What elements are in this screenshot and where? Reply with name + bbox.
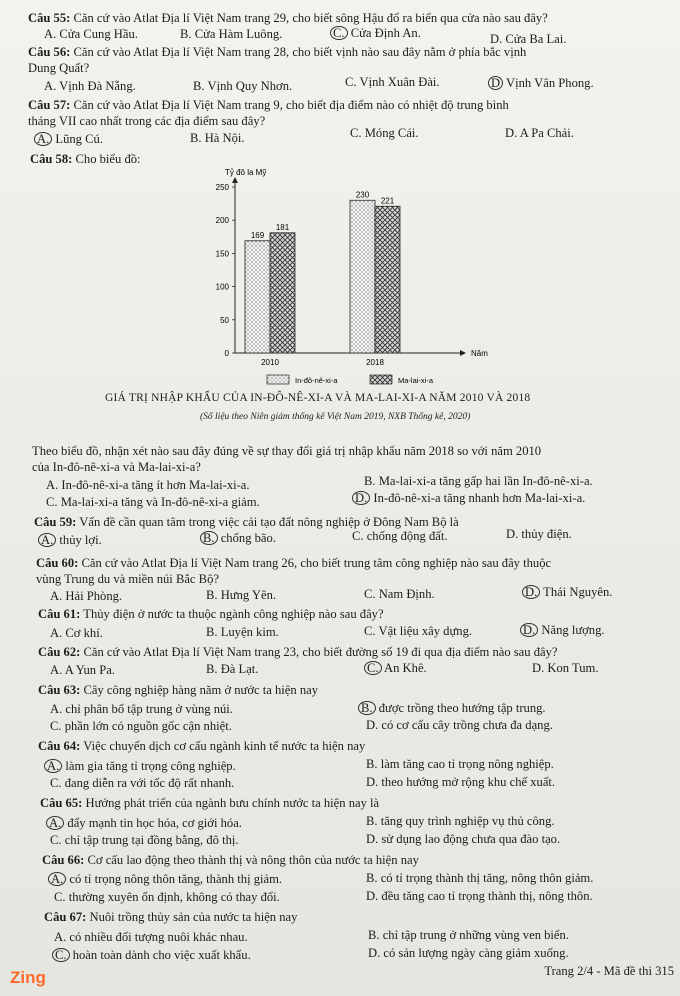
q57-option-a: A. Lũng Cú. [34, 132, 103, 147]
chart-x-tick-label: 2010 [261, 358, 279, 367]
chart-y-axis-label: Tỷ đô la Mỹ [225, 168, 267, 177]
q55-stem: Câu 55: Căn cứ vào Atlat Địa lí Việt Nam trang 29, cho biết sông Hậu đổ ra biển qua cửa nào sau đây? [28, 11, 548, 25]
q62-option-a: A. A Yun Pa. [50, 663, 115, 677]
chart-y-tick-label: 200 [215, 216, 229, 226]
q61-option-b: B. Luyện kim. [206, 625, 279, 639]
q67-stem: Câu 67: Nuôi trồng thủy sản của nước ta hiện nay [44, 910, 298, 924]
zing-logo: Zing [10, 968, 46, 987]
q63-stem: Câu 63: Cây công nghiệp hàng năm ở nước ta hiện nay [38, 683, 319, 697]
q61-stem: Câu 61: Thủy điện ở nước ta thuộc ngành công nghiệp nào sau đây? [38, 607, 384, 621]
q62-stem: Câu 62: Căn cứ vào Atlat Địa lí Việt Nam trang 23, cho biết đường số 19 đi qua địa điểm nào sau đây? [38, 645, 558, 659]
q67-option-b: B. chỉ tập trung ở những vùng ven biển. [368, 928, 569, 942]
chart-legend-label: Ma-lai-xi-a [398, 376, 434, 385]
q56-stem: Câu 56: Căn cứ vào Atlat Địa lí Việt Nam trang 28, cho biết vịnh nào sau đây nằm ở phía bắc vịnh [28, 45, 527, 59]
q61-option-c: C. Vật liệu xây dựng. [364, 624, 473, 638]
q57-option-c: C. Móng Cái. [350, 126, 419, 140]
chart-caption: GIÁ TRỊ NHẬP KHẨU CỦA IN-ĐÔ-NÊ-XI-A VÀ MA-LAI-XI-A NĂM 2010 VÀ 2018 [105, 392, 531, 404]
q58-option-d: D. In-đô-nê-xi-a tăng nhanh hơn Ma-lai-xi-a. [352, 491, 585, 506]
q67-option-d: D. có sản lượng ngày càng giảm xuống. [368, 946, 569, 960]
page-footer: Trang 2/4 - Mã đề thi 315 [544, 964, 674, 978]
q56-option-b: B. Vịnh Quy Nhơn. [193, 79, 293, 93]
q57-option-b: B. Hà Nội. [190, 131, 245, 145]
q64-option-a: A. làm gia tăng tỉ trọng công nghiệp. [44, 759, 236, 774]
q66-option-b: B. có tỉ trọng thành thị tăng, nông thôn giảm. [366, 871, 594, 885]
q64-option-c: C. đang diễn ra với tốc độ rất nhanh. [50, 776, 235, 790]
q57-stem-cont: tháng VII cao nhất trong các địa điểm sau đây? [28, 114, 266, 128]
q55-option-c: C. Cửa Định An. [330, 26, 421, 41]
chart-bar-value-label: 230 [355, 190, 370, 200]
q59-option-c: C. chống động đất. [352, 529, 448, 543]
q65-option-c: C. chỉ tập trung tại đồng bằng, đô thị. [50, 833, 239, 847]
q57-stem: Câu 57: Căn cứ vào Atlat Địa lí Việt Nam trang 9, cho biết địa điểm nào có nhiệt độ trung bình [28, 98, 509, 112]
q58-option-a: A. In-đô-nê-xi-a tăng ít hơn Ma-lai-xi-a. [46, 478, 250, 492]
q55-option-d: D. Cửa Ba Lai. [490, 32, 567, 46]
q64-stem: Câu 64: Việc chuyển dịch cơ cấu ngành kinh tế nước ta hiện nay [38, 739, 366, 753]
chart-bar-value-label: 221 [380, 196, 395, 206]
q59-option-d: D. thủy điện. [506, 527, 572, 541]
q65-option-a: A. đẩy mạnh tin học hóa, cơ giới hóa. [46, 816, 242, 831]
chart-bar [375, 206, 400, 353]
q58-option-b: B. Ma-lai-xi-a tăng gấp hai lần In-đô-nê-xi-a. [364, 474, 593, 488]
q61-option-d: D. Năng lượng. [520, 623, 605, 638]
q58-prompt: Theo biểu đồ, nhận xét nào sau đây đúng về sự thay đổi giá trị nhập khẩu năm 2018 so với năm 2010 [32, 444, 542, 458]
q65-stem: Câu 65: Hướng phát triển của ngành bưu chính nước ta hiện nay là [40, 796, 380, 810]
q58-option-c: C. Ma-lai-xi-a tăng và In-đô-nê-xi-a giảm. [46, 495, 260, 509]
chart-source: (Số liệu theo Niên giám thống kê Việt Nam 2019, NXB Thống kê, 2020) [200, 412, 471, 422]
import-value-bar-chart [195, 165, 515, 390]
chart-legend-label: In-đô-nê-xi-a [295, 376, 338, 385]
chart-legend-swatch [370, 375, 392, 384]
chart-bar-value-label: 169 [250, 230, 265, 240]
q62-option-d: D. Kon Tum. [532, 661, 599, 675]
chart-x-axis-arrow [460, 350, 466, 356]
q63-option-c: C. phần lớn có nguồn gốc cận nhiệt. [50, 719, 232, 733]
q55-option-a: A. Cửa Cung Hầu. [44, 27, 138, 41]
q63-option-a: A. chỉ phân bố tập trung ở vùng núi. [50, 702, 233, 716]
q64-option-b: B. làm tăng cao tỉ trọng nông nghiệp. [366, 757, 554, 771]
chart-x-tick-label: 2018 [366, 358, 384, 367]
q66-option-d: D. đều tăng cao tỉ trọng thành thị, nông thôn. [366, 889, 593, 903]
q60-stem: Câu 60: Căn cứ vào Atlat Địa lí Việt Nam trang 26, cho biết trung tâm công nghiệp nào sau đây thuộc [36, 556, 552, 570]
chart-y-tick-label: 0 [224, 349, 229, 358]
chart-y-tick-label: 150 [215, 249, 229, 259]
q65-option-b: B. tăng quy trình nghiệp vụ thủ công. [366, 814, 555, 828]
chart-y-tick-label: 100 [215, 282, 229, 292]
chart-bar [350, 200, 375, 353]
q62-option-b: B. Đà Lạt. [206, 662, 259, 676]
q67-option-a: A. có nhiều đối tượng nuôi khác nhau. [54, 930, 248, 944]
q58-prompt-cont: của In-đô-nê-xi-a và Ma-lai-xi-a? [32, 460, 201, 474]
chart-y-tick-label: 250 [215, 183, 229, 192]
chart-bar [245, 241, 270, 353]
chart-y-axis-arrow [232, 177, 238, 183]
q63-option-d: D. có cơ cấu cây trồng chưa đa dạng. [366, 718, 553, 732]
q60-option-a: A. Hải Phòng. [50, 589, 123, 603]
q59-option-b: B. chống bão. [200, 531, 276, 546]
chart-bar-value-label: 181 [275, 222, 290, 232]
q61-option-a: A. Cơ khí. [50, 626, 103, 640]
q66-option-c: C. thường xuyên ổn định, không có thay đổi. [54, 890, 280, 904]
q60-option-d: D. Thái Nguyên. [522, 585, 612, 600]
q66-stem: Câu 66: Cơ cấu lao động theo thành thị và nông thôn của nước ta hiện nay [42, 853, 419, 867]
q59-stem: Câu 59: Vấn đề cần quan tâm trong việc cải tạo đất nông nghiệp ở Đông Nam Bộ là [34, 515, 459, 529]
q56-option-d: D Vịnh Vân Phong. [488, 76, 594, 91]
q56-stem-cont: Dung Quất? [28, 61, 90, 75]
q56-option-a: A. Vịnh Đà Nẵng. [44, 79, 136, 93]
q67-option-c: C. hoàn toàn dành cho việc xuất khẩu. [52, 948, 251, 963]
chart-legend-swatch [267, 375, 289, 384]
q56-option-c: C. Vịnh Xuân Đài. [345, 75, 440, 89]
chart-bar [270, 233, 295, 353]
q64-option-d: D. theo hướng mở rộng khu chế xuất. [366, 775, 556, 789]
q60-option-b: B. Hưng Yên. [206, 588, 277, 602]
chart-y-tick-label: 50 [220, 315, 229, 325]
q58-stem: Câu 58: Cho biểu đồ: [30, 152, 141, 166]
q59-option-a: A. thủy lợi. [38, 533, 102, 548]
q65-option-d: D. sử dụng lao động chưa qua đào tạo. [366, 832, 561, 846]
q60-stem-cont: vùng Trung du và miền núi Bắc Bộ? [36, 572, 219, 586]
q66-option-a: A. có tỉ trọng nông thôn tăng, thành thị giảm. [48, 872, 282, 887]
q63-option-b: B. được trồng theo hướng tập trung. [358, 701, 546, 716]
q62-option-c: C. An Khê. [364, 661, 427, 676]
q60-option-c: C. Nam Định. [364, 587, 435, 601]
chart-x-axis-label: Năm [471, 349, 488, 358]
q57-option-d: D. A Pa Chải. [505, 126, 574, 140]
q55-option-b: B. Cửa Hàm Luông. [180, 27, 283, 41]
